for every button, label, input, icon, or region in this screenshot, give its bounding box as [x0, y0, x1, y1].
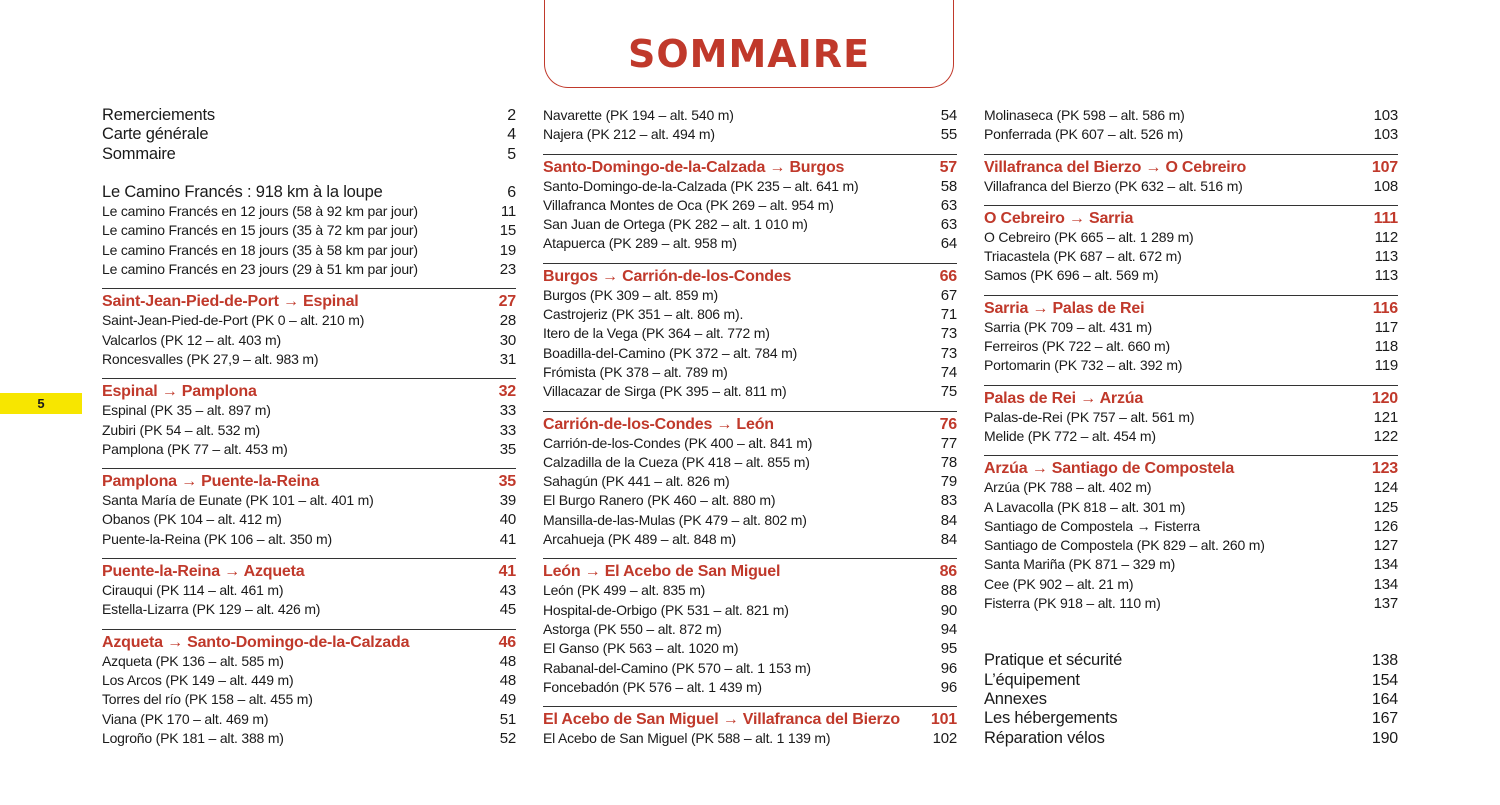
toc-section-heading[interactable]	[543, 263, 957, 286]
toc-subentry[interactable]	[102, 491, 516, 510]
toc-subentry[interactable]	[543, 196, 957, 215]
toc-subentry-page-number: 48	[499, 652, 516, 670]
toc-subentry-page-number: 83	[940, 492, 957, 510]
toc-section-heading-page-number: 123	[1371, 460, 1398, 478]
page-title: SOMMAIRE	[627, 32, 871, 76]
toc-entry-label: Remerciements	[102, 106, 215, 124]
toc-subentry-page-number: 90	[940, 601, 957, 619]
toc-subentry-label: Fisterra (PK 918 – alt. 110 m)	[984, 595, 1161, 612]
toc-entry[interactable]	[984, 651, 1398, 670]
toc-subentry-label: Villacazar de Sirga (PK 395 – alt. 811 m)	[543, 383, 787, 400]
toc-subentry[interactable]	[102, 421, 516, 440]
toc-subentry-label: Molinaseca (PK 598 – alt. 586 m)	[984, 107, 1185, 123]
toc-subentry-page-number: 113	[1374, 248, 1398, 266]
toc-entry[interactable]	[102, 183, 516, 202]
toc-subentry-label: Le camino Francés en 12 jours (58 à 92 km par jour)	[102, 203, 418, 220]
toc-subentry[interactable]	[543, 286, 957, 305]
toc-entry-label: Sommaire	[102, 144, 176, 163]
toc-section-heading-page-number: 107	[1371, 158, 1398, 176]
toc-subentry[interactable]	[102, 260, 516, 279]
toc-subentry-page-number: 121	[1373, 408, 1398, 426]
toc-subentry-label: Santa María de Eunate (PK 101 – alt. 401 m)	[102, 492, 374, 509]
title-box	[544, 0, 954, 88]
toc-subentry[interactable]	[543, 305, 957, 324]
toc-subentry-label: Zubiri (PK 54 – alt. 532 m)	[102, 421, 260, 438]
toc-subentry-label: Atapuerca (PK 289 – alt. 958 m)	[543, 235, 737, 252]
toc-subentry[interactable]	[984, 247, 1398, 266]
toc-subentry-label: Saint-Jean-Pied-de-Port (PK 0 – alt. 210 m)	[102, 312, 365, 329]
toc-subentry[interactable]	[543, 234, 957, 253]
toc-entry-page-number: 6	[507, 183, 516, 201]
toc-entry[interactable]	[102, 145, 516, 164]
toc-subentry-page-number: 88	[940, 582, 957, 600]
toc-subentry[interactable]	[102, 440, 516, 459]
toc-section-heading-label: Azqueta → Santo-Domingo-de-la-Calzada	[102, 633, 410, 651]
toc-subentry-label: Frómista (PK 378 – alt. 789 m)	[543, 363, 728, 380]
toc-subentry[interactable]	[102, 600, 516, 619]
toc-subentry-page-number: 63	[940, 216, 957, 234]
toc-subentry-page-number: 134	[1373, 575, 1398, 593]
toc-entry-label: Pratique et sécurité	[984, 651, 1123, 670]
toc-subentry[interactable]	[543, 729, 957, 748]
toc-subentry-page-number: 28	[499, 312, 516, 330]
spacer	[102, 164, 516, 183]
toc-subentry-label: Obanos (PK 104 – alt. 412 m)	[102, 511, 282, 528]
toc-subentry-page-number: 119	[1374, 357, 1398, 375]
toc-subentry-page-number: 78	[940, 453, 957, 471]
toc-subentry[interactable]	[984, 356, 1398, 375]
toc-subentry-label: Arcahueja (PK 489 – alt. 848 m)	[543, 531, 737, 548]
toc-subentry-label: Cirauqui (PK 114 – alt. 461 m)	[102, 582, 284, 599]
toc-subentry[interactable]	[543, 177, 957, 196]
toc-subentry[interactable]	[984, 498, 1398, 517]
toc-subentry[interactable]	[984, 594, 1398, 613]
toc-section-heading-page-number: 32	[498, 383, 516, 401]
toc-subentry-label: Espinal (PK 35 – alt. 897 m)	[102, 402, 271, 419]
toc-entry-page-number: 164	[1371, 690, 1398, 708]
toc-subentry[interactable]	[102, 311, 516, 330]
toc-subentry-page-number: 122	[1373, 427, 1398, 445]
toc-section-heading[interactable]	[984, 385, 1398, 408]
toc-section-heading-page-number: 101	[930, 711, 957, 729]
toc-subentry[interactable]	[102, 671, 516, 690]
toc-subentry-label: Le camino Francés en 23 jours (29 à 51 km par jour)	[102, 261, 418, 278]
toc-section-heading[interactable]	[984, 455, 1398, 478]
toc-subentry-page-number: 94	[940, 620, 957, 638]
toc-subentry-page-number: 84	[940, 511, 957, 529]
toc-section-heading[interactable]	[984, 154, 1398, 177]
toc-subentry-page-number: 124	[1373, 479, 1398, 497]
toc-subentry-label: Estella-Lizarra (PK 129 – alt. 426 m)	[102, 601, 321, 618]
toc-section-heading-page-number: 111	[1373, 209, 1398, 227]
toc-entry[interactable]	[102, 106, 516, 125]
toc-subentry-label: El Ganso (PK 563 – alt. 1020 m)	[543, 640, 739, 657]
toc-subentry[interactable]	[984, 555, 1398, 574]
toc-column-2	[543, 106, 957, 748]
toc-subentry[interactable]	[543, 659, 957, 678]
toc-subentry-label: Cee (PK 902 – alt. 21 m)	[984, 575, 1134, 592]
toc-entry-label: Le Camino Francés : 918 km à la loupe	[102, 182, 383, 201]
toc-section-heading[interactable]	[543, 411, 957, 434]
toc-subentry[interactable]	[543, 106, 957, 125]
toc-subentry-label: Azqueta (PK 136 – alt. 585 m)	[102, 652, 284, 669]
toc-subentry-label: Logroño (PK 181 – alt. 388 m)	[102, 729, 284, 746]
toc-subentry-page-number: 108	[1373, 177, 1398, 195]
toc-subentry[interactable]	[102, 510, 516, 529]
toc-section-heading-label: León → El Acebo de San Miguel	[543, 563, 781, 581]
toc-section-heading-label: Puente-la-Reina → Azqueta	[102, 563, 305, 581]
toc-section-heading-label: Burgos → Carrión-de-los-Condes	[543, 267, 792, 285]
toc-subentry-page-number: 126	[1373, 517, 1398, 535]
toc-subentry-label: León (PK 499 – alt. 835 m)	[543, 582, 706, 599]
toc-subentry-page-number: 31	[499, 350, 516, 368]
toc-subentry-page-number: 134	[1373, 556, 1398, 574]
toc-subentry-page-number: 33	[499, 402, 516, 420]
toc-subentry-label: San Juan de Ortega (PK 282 – alt. 1 010 m)	[543, 216, 808, 233]
toc-subentry-label: Triacastela (PK 687 – alt. 672 m)	[984, 248, 1182, 265]
toc-subentry-page-number: 55	[940, 126, 957, 144]
toc-subentry-label: Villafranca Montes de Oca (PK 269 – alt. 954 m)	[543, 196, 834, 213]
toc-subentry[interactable]	[102, 202, 516, 221]
toc-section-heading[interactable]	[102, 468, 516, 491]
toc-section-heading-page-number: 35	[498, 473, 516, 491]
toc-subentry-label: Roncesvalles (PK 27,9 – alt. 983 m)	[102, 350, 319, 367]
toc-section-heading-label: Arzúa → Santiago de Compostela	[984, 460, 1235, 478]
toc-subentry[interactable]	[102, 690, 516, 709]
toc-subentry[interactable]	[543, 530, 957, 549]
toc-subentry-label: Palas-de-Rei (PK 757 – alt. 561 m)	[984, 408, 1195, 425]
toc-subentry[interactable]	[543, 601, 957, 620]
toc-subentry[interactable]	[543, 472, 957, 491]
toc-section-heading[interactable]	[102, 288, 516, 311]
toc-subentry[interactable]	[543, 620, 957, 639]
toc-entry[interactable]	[984, 729, 1398, 748]
spacer	[984, 613, 1398, 651]
toc-subentry-label: Burgos (PK 309 – alt. 859 m)	[543, 286, 718, 303]
toc-entry-page-number: 190	[1371, 729, 1398, 747]
toc-subentry[interactable]	[543, 581, 957, 600]
toc-subentry-page-number: 74	[940, 363, 957, 381]
toc-subentry-page-number: 43	[499, 582, 516, 600]
toc-subentry-page-number: 64	[940, 235, 957, 253]
toc-subentry-label: Torres del río (PK 158 – alt. 455 m)	[102, 691, 313, 708]
toc-subentry-label: Santiago de Compostela → Fisterra	[984, 517, 1200, 534]
toc-subentry-page-number: 63	[940, 196, 957, 214]
toc-subentry[interactable]	[102, 401, 516, 420]
toc-subentry-label: Valcarlos (PK 12 – alt. 403 m)	[102, 331, 281, 348]
toc-subentry-page-number: 40	[499, 511, 516, 529]
toc-subentry[interactable]	[984, 228, 1398, 247]
toc-subentry-label: Mansilla-de-las-Mulas (PK 479 – alt. 802 m)	[543, 511, 807, 528]
toc-subentry-label: Le camino Francés en 15 jours (35 à 72 km par jour)	[102, 222, 418, 239]
toc-subentry-page-number: 39	[499, 492, 516, 510]
toc-entry[interactable]	[102, 125, 516, 144]
toc-subentry[interactable]	[543, 511, 957, 530]
toc-subentry-page-number: 77	[940, 434, 957, 452]
toc-subentry-label: Arzúa (PK 788 – alt. 402 m)	[984, 479, 1152, 496]
toc-entry-page-number: 4	[507, 126, 516, 144]
toc-section-heading-label: El Acebo de San Miguel → Villafranca del Bierzo	[543, 711, 900, 729]
toc-subentry[interactable]	[102, 581, 516, 600]
toc-subentry[interactable]	[984, 575, 1398, 594]
toc-subentry[interactable]	[543, 215, 957, 234]
toc-subentry-page-number: 112	[1374, 228, 1398, 246]
toc-subentry[interactable]	[984, 427, 1398, 446]
toc-subentry[interactable]	[984, 478, 1398, 497]
toc-entry-page-number: 2	[507, 107, 516, 124]
toc-subentry-label: Ferreiros (PK 722 – alt. 660 m)	[984, 338, 1170, 355]
toc-subentry-label: Los Arcos (PK 149 – alt. 449 m)	[102, 671, 294, 688]
toc-subentry-page-number: 75	[940, 383, 957, 401]
toc-subentry-page-number: 58	[940, 177, 957, 195]
toc-subentry-page-number: 35	[499, 440, 516, 458]
toc-subentry-label: Astorga (PK 550 – alt. 872 m)	[543, 620, 722, 637]
toc-subentry-label: Foncebadón (PK 576 – alt. 1 439 m)	[543, 678, 762, 695]
toc-subentry-label: Sarria (PK 709 – alt. 431 m)	[984, 318, 1152, 335]
toc-subentry-page-number: 117	[1374, 318, 1398, 336]
toc-entry-label: L’équipement	[984, 670, 1080, 689]
page-number-tab	[0, 393, 82, 414]
toc-subentry-page-number: 125	[1373, 498, 1398, 516]
toc-subentry-label: Le camino Francés en 18 jours (35 à 58 km par jour)	[102, 241, 418, 258]
toc-subentry-label: Samos (PK 696 – alt. 569 m)	[984, 267, 1159, 284]
toc-entry[interactable]	[984, 709, 1398, 728]
toc-subentry-label: Ponferrada (PK 607 – alt. 526 m)	[984, 126, 1184, 143]
toc-section-heading-label: Santo-Domingo-de-la-Calzada → Burgos	[543, 158, 845, 176]
toc-subentry-page-number: 73	[940, 344, 957, 362]
toc-section-heading[interactable]	[984, 205, 1398, 228]
toc-section-heading[interactable]	[984, 295, 1398, 318]
toc-entry[interactable]	[984, 690, 1398, 709]
toc-subentry-page-number: 103	[1373, 107, 1398, 124]
toc-subentry-label: Hospital-de-Orbigo (PK 531 – alt. 821 m)	[543, 601, 789, 618]
toc-subentry-label: Pamplona (PK 77 – alt. 453 m)	[102, 440, 288, 457]
toc-section-heading[interactable]	[102, 378, 516, 401]
toc-subentry-page-number: 67	[940, 286, 957, 304]
toc-subentry[interactable]	[543, 125, 957, 144]
toc-subentry-label: Melide (PK 772 – alt. 454 m)	[984, 427, 1156, 444]
toc-section-heading-page-number: 76	[939, 415, 957, 433]
toc-subentry[interactable]	[984, 536, 1398, 555]
toc-section-heading-label: Villafranca del Bierzo → O Cebreiro	[984, 158, 1247, 176]
toc-subentry-page-number: 96	[940, 659, 957, 677]
toc-subentry[interactable]	[543, 678, 957, 697]
toc-subentry[interactable]	[102, 652, 516, 671]
toc-subentry-page-number: 127	[1373, 537, 1398, 555]
page-number: 5	[37, 396, 45, 411]
toc-subentry-label: Itero de la Vega (PK 364 – alt. 772 m)	[543, 325, 770, 342]
toc-subentry[interactable]	[984, 408, 1398, 427]
toc-entry-page-number: 5	[507, 145, 516, 163]
toc-section-heading-page-number: 57	[939, 158, 957, 176]
toc-subentry[interactable]	[102, 221, 516, 240]
toc-section-heading-label: Espinal → Pamplona	[102, 383, 257, 401]
toc-section-heading[interactable]	[102, 629, 516, 652]
toc-subentry[interactable]	[102, 530, 516, 549]
toc-subentry-label: Santiago de Compostela (PK 829 – alt. 260 m)	[984, 537, 1265, 554]
toc-subentry-label: Viana (PK 170 – alt. 469 m)	[102, 710, 269, 727]
toc-subentry-page-number: 118	[1374, 338, 1398, 356]
toc-subentry-page-number: 23	[499, 261, 516, 279]
toc-subentry-page-number: 113	[1374, 267, 1398, 285]
toc-section-heading[interactable]	[543, 558, 957, 581]
toc-section-heading-label: O Cebreiro → Sarria	[984, 209, 1134, 227]
toc-entry-page-number: 138	[1371, 652, 1398, 670]
toc-subentry-page-number: 96	[940, 678, 957, 696]
toc-subentry[interactable]	[984, 517, 1398, 536]
toc-section-heading-page-number: 66	[939, 267, 957, 285]
toc-subentry-page-number: 79	[940, 473, 957, 491]
toc-subentry-page-number: 30	[499, 331, 516, 349]
toc-subentry-label: Najera (PK 212 – alt. 494 m)	[543, 126, 715, 143]
toc-subentry[interactable]	[984, 125, 1398, 144]
toc-subentry-label: El Burgo Ranero (PK 460 – alt. 880 m)	[543, 492, 776, 509]
toc-section-heading-page-number: 27	[498, 293, 516, 311]
toc-section-heading-page-number: 86	[939, 563, 957, 581]
toc-subentry-page-number: 48	[499, 671, 516, 689]
toc-entry-label: Réparation vélos	[984, 728, 1105, 747]
toc-subentry-label: El Acebo de San Miguel (PK 588 – alt. 1 139 m)	[543, 730, 831, 747]
toc-subentry[interactable]	[543, 363, 957, 382]
toc-subentry-label: Santa Mariña (PK 871 – 329 m)	[984, 556, 1176, 573]
toc-subentry-page-number: 71	[940, 306, 957, 324]
toc-subentry-page-number: 84	[940, 531, 957, 549]
toc-subentry-label: Villafranca del Bierzo (PK 632 – alt. 516 m)	[984, 177, 1243, 194]
toc-subentry-page-number: 102	[932, 730, 957, 748]
toc-subentry[interactable]	[102, 241, 516, 260]
toc-subentry-page-number: 41	[499, 530, 516, 548]
toc-subentry[interactable]	[984, 337, 1398, 356]
toc-subentry-page-number: 95	[940, 640, 957, 658]
toc-entry-label: Carte générale	[102, 125, 209, 144]
toc-subentry-label: O Cebreiro (PK 665 – alt. 1 289 m)	[984, 228, 1194, 245]
toc-subentry[interactable]	[543, 434, 957, 453]
toc-subentry-page-number: 103	[1373, 126, 1398, 144]
toc-subentry[interactable]	[984, 266, 1398, 285]
toc-entry-page-number: 167	[1371, 710, 1398, 728]
toc-subentry[interactable]	[984, 106, 1398, 125]
toc-subentry-label: Navarette (PK 194 – alt. 540 m)	[543, 107, 734, 123]
toc-subentry[interactable]	[984, 177, 1398, 196]
toc-section-heading-page-number: 120	[1371, 389, 1398, 407]
toc-subentry-label: A Lavacolla (PK 818 – alt. 301 m)	[984, 498, 1186, 515]
toc-section-heading-label: Pamplona → Puente-la-Reina	[102, 473, 320, 491]
toc-subentry-label: Boadilla-del-Camino (PK 372 – alt. 784 m)	[543, 344, 798, 361]
toc-subentry[interactable]	[543, 344, 957, 363]
toc-subentry-label: Sahagún (PK 441 – alt. 826 m)	[543, 473, 730, 490]
toc-subentry-label: Santo-Domingo-de-la-Calzada (PK 235 – alt. 641 m)	[543, 177, 859, 194]
toc-section-heading[interactable]	[543, 154, 957, 177]
toc-subentry-page-number: 73	[940, 325, 957, 343]
toc-entry-page-number: 154	[1371, 671, 1398, 689]
toc-section-heading[interactable]	[543, 706, 957, 729]
toc-subentry-page-number: 11	[500, 203, 516, 221]
toc-subentry-label: Puente-la-Reina (PK 106 – alt. 350 m)	[102, 530, 332, 547]
toc-section-heading-label: Sarria → Palas de Rei	[984, 299, 1145, 317]
toc-subentry-page-number: 49	[499, 691, 516, 709]
toc-subentry[interactable]	[543, 453, 957, 472]
toc-entry-label: Annexes	[984, 689, 1047, 708]
toc-subentry-label: Calzadilla de la Cueza (PK 418 – alt. 855 m)	[543, 453, 810, 470]
toc-subentry-page-number: 45	[499, 601, 516, 619]
toc-subentry-page-number: 51	[499, 710, 516, 728]
toc-section-heading-label: Carrión-de-los-Condes → León	[543, 415, 774, 433]
toc-section-heading-label: Saint-Jean-Pied-de-Port → Espinal	[102, 293, 359, 311]
toc-subentry-page-number: 54	[940, 107, 957, 124]
toc-subentry[interactable]	[984, 318, 1398, 337]
toc-subentry-label: Carrión-de-los-Condes (PK 400 – alt. 841 m)	[543, 434, 813, 451]
toc-subentry-page-number: 19	[499, 241, 516, 259]
toc-subentry[interactable]	[543, 382, 957, 401]
toc-subentry[interactable]	[102, 331, 516, 350]
toc-subentry[interactable]	[102, 729, 516, 748]
toc-subentry[interactable]	[102, 350, 516, 369]
toc-subentry-page-number: 52	[499, 729, 516, 747]
toc-column-3	[984, 106, 1398, 748]
toc-subentry-label: Castrojeriz (PK 351 – alt. 806 m).	[543, 306, 744, 323]
toc-subentry-page-number: 15	[499, 222, 516, 240]
toc-subentry[interactable]	[543, 491, 957, 510]
toc-section-heading-page-number: 41	[498, 563, 516, 581]
toc-column-1	[102, 106, 516, 748]
toc-entry[interactable]	[984, 671, 1398, 690]
toc-subentry-page-number: 137	[1373, 595, 1398, 613]
toc-subentry[interactable]	[102, 710, 516, 729]
toc-subentry[interactable]	[543, 639, 957, 658]
toc-subentry-label: Rabanal-del-Camino (PK 570 – alt. 1 153 m)	[543, 659, 811, 676]
toc-section-heading-page-number: 46	[498, 633, 516, 651]
toc-entry-label: Les hébergements	[984, 709, 1118, 728]
toc-subentry[interactable]	[543, 324, 957, 343]
toc-subentry-label: Portomarin (PK 732 – alt. 392 m)	[984, 357, 1183, 374]
toc-section-heading-label: Palas de Rei → Arzúa	[984, 389, 1144, 407]
toc-subentry-page-number: 33	[499, 421, 516, 439]
toc-section-heading[interactable]	[102, 558, 516, 581]
toc-section-heading-page-number: 116	[1372, 299, 1398, 317]
